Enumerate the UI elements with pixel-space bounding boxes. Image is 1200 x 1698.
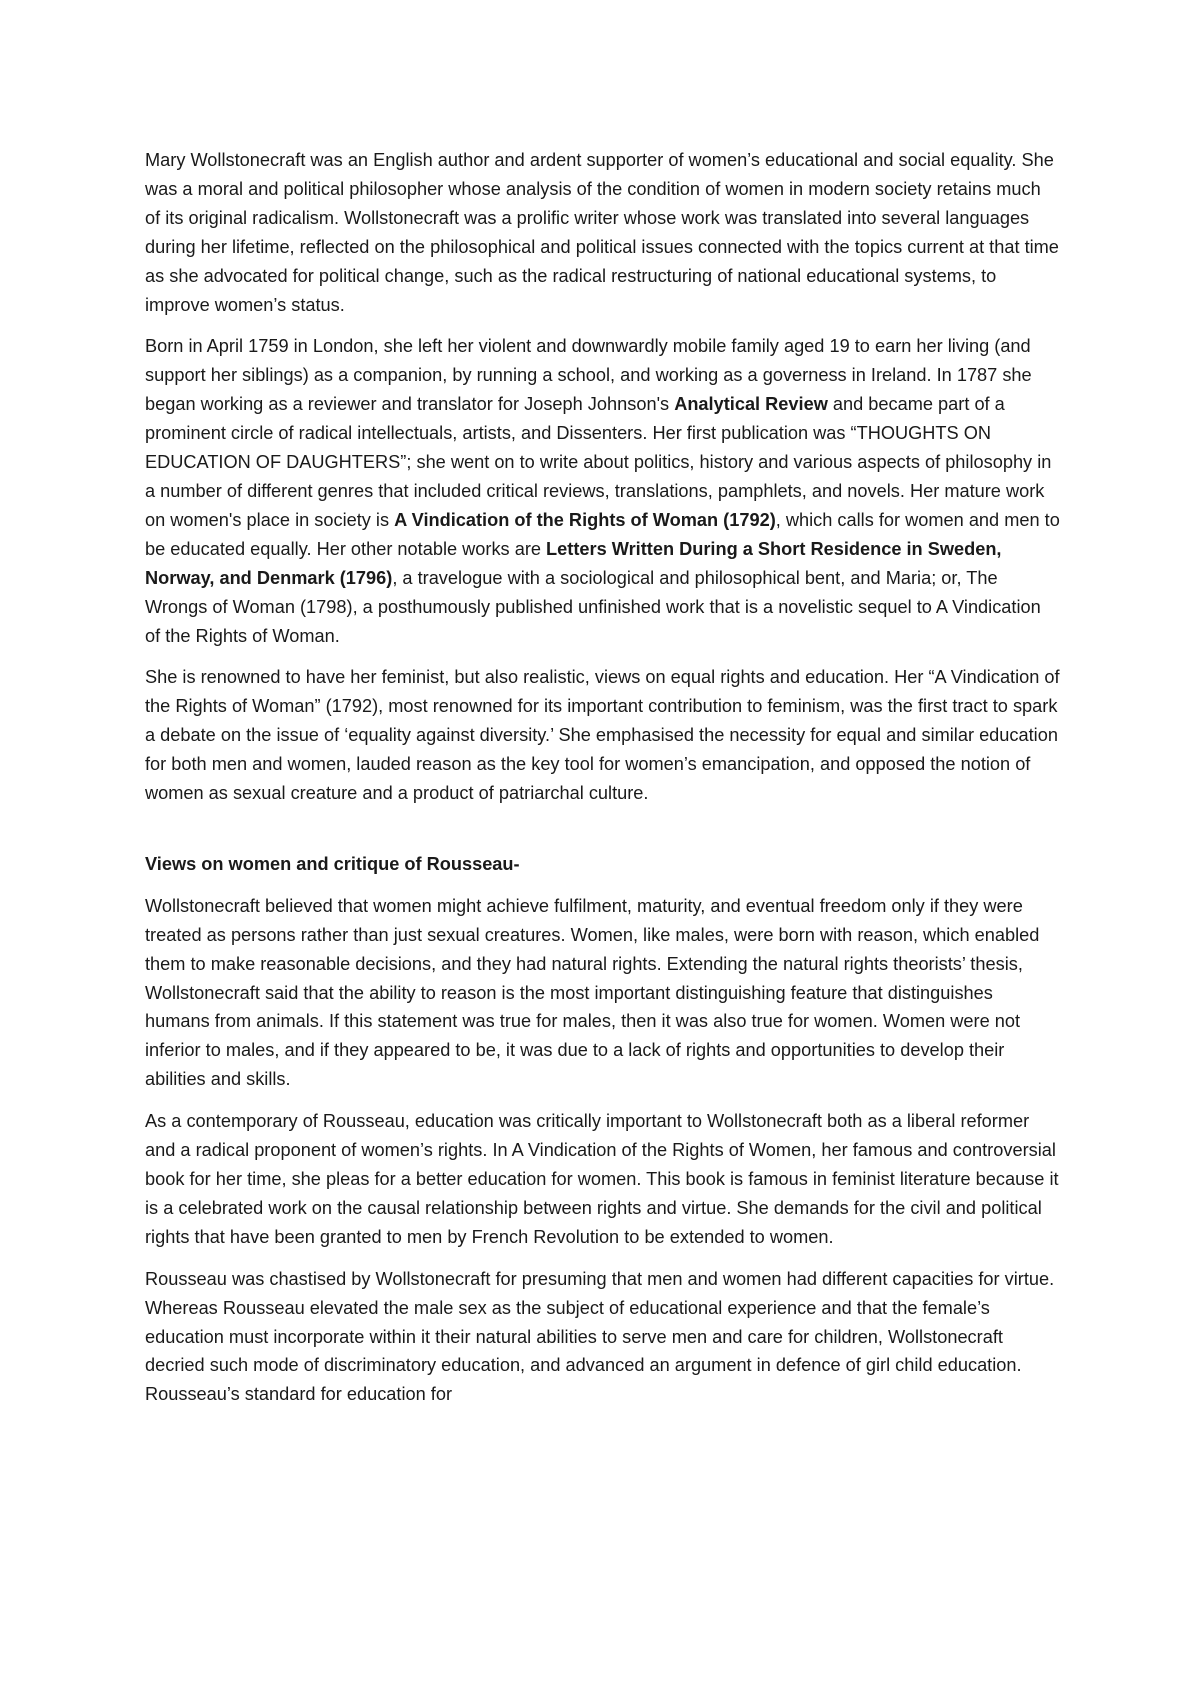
bold-title-letters: Letters Written During a Short Residence in Sweden, Norway, and Denmark (1796)	[145, 538, 1002, 588]
paragraph-views: She is renowned to have her feminist, but also realistic, views on equal rights and education. Her “A Vindication of the Rights of Woman” (1792), most renowned for its important contribution to feminism, was the first tract to spark a debate on the issue of ‘equality against diversity.’ She emphasised the necessity for equal and similar education for both men and women, lauded reason as the key tool for women’s emancipation, and opposed the notion of women as sexual creature and a product of patriarchal culture.	[145, 667, 1060, 804]
paragraph-rousseau: Rousseau was chastised by Wollstonecraft for presuming that men and women had different capacities for virtue. Whereas Rousseau elevated the male sex as the subject of educational experience and that the female’s education must incorporate within it their natural abilities to serve men and care for children, Wollstonecraft decried such mode of discriminatory education, and advanced an argument in defence of girl child education. Rousseau’s standard for education for	[145, 1268, 1055, 1405]
biography-text-3: , which calls for women and men to be educated equally. Her other notable works are	[145, 509, 1060, 559]
biography-text-2: and became part of a prominent circle of radical intellectuals, artists, and Dissenters. Her first publication was “THOUGHTS ON EDUCATION OF DAUGHTERS”; she went on to write about politics, history and various aspects of philosophy in a number of different genres that included critical reviews, translations, pamphlets, and novels. Her mature work on women's place in society is	[145, 394, 1052, 530]
biography-text-1: Born in April 1759 in London, she left her violent and downwardly mobile family aged 19 to earn her living (and support her siblings) as a companion, by running a school, and working as a governess in Ireland. In 1787 she began working as a reviewer and translator for Joseph Johnson's	[145, 336, 1032, 415]
section-heading: Views on women and critique of Rousseau-	[145, 853, 520, 874]
paragraph-women-reason: Wollstonecraft believed that women might achieve fulfilment, maturity, and eventual freedom only if they were treated as persons rather than just sexual creatures. Women, like males, were born with reason, which enabled them to make reasonable decisions, and they had natural rights. Extending the natural rights theorists’ thesis, Wollstonecraft said that the ability to reason is the most important distinguishing feature that distinguishes humans from animals. If this statement was true for males, then it was also true for women. Women were not inferior to males, and if they appeared to be, it was due to a lack of rights and opportunities to develop their abilities and skills.	[145, 895, 1040, 1090]
paragraph-intro: Mary Wollstonecraft was an English author and ardent supporter of women’s educational and social equality. She was a moral and political philosopher whose analysis of the condition of women in modern society retains much of its original radicalism. Wollstonecraft was a prolific writer whose work was translated into several languages during her lifetime, reflected on the philosophical and political issues connected with the topics current at that time as she advocated for political change, such as the radical restructuring of national educational systems, to improve women’s status.	[145, 150, 1059, 315]
biography-text-4: , a travelogue with a sociological and philosophical bent, and Maria; or, The Wrongs of Woman (1798), a posthumously published unfinished work that is a novelistic sequel to A Vindication of the Rights of Woman.	[145, 567, 1041, 646]
document-body	[145, 146, 1060, 1422]
paragraph-biography	[145, 332, 1060, 650]
paragraph-contemporary: As a contemporary of Rousseau, education was critically important to Wollstonecraft both as a liberal reformer and a radical proponent of women’s rights. In A Vindication of the Rights of Women, her famous and controversial book for her time, she pleas for a better education for women. This book is famous in feminist literature because it is a celebrated work on the causal relationship between rights and virtue. She demands for the civil and political rights that have been granted to men by French Revolution to be extended to women.	[145, 1111, 1059, 1247]
bold-title-analytical-review: Analytical Review	[674, 394, 828, 415]
bold-title-vindication: A Vindication of the Rights of Woman (1792)	[394, 509, 776, 530]
